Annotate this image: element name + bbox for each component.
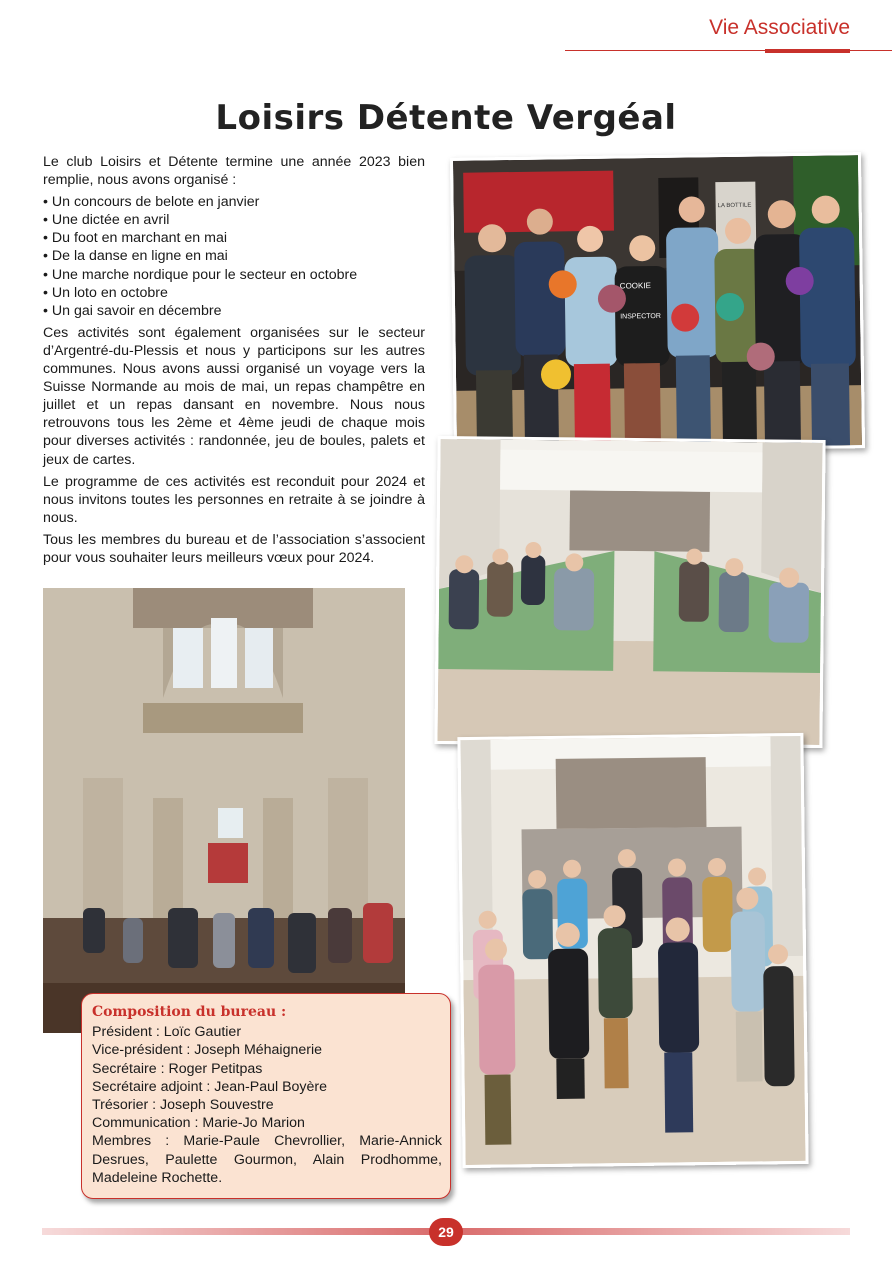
photo-bowling-group — [450, 152, 865, 454]
list-item: • Une dictée en avril — [43, 211, 425, 229]
article-body — [43, 153, 425, 571]
page-number: 29 — [429, 1218, 463, 1246]
list-item: • Un concours de belote en janvier — [43, 193, 425, 211]
bureau-communication: Communication : Marie-Jo Marion — [92, 1115, 305, 1132]
header-rule-accent — [765, 49, 850, 53]
intro-paragraph: Le club Loisirs et Détente termine une année 2023 bien remplie, nous avons organisé : — [43, 154, 425, 189]
bureau-title: Composition du bureau : — [92, 1004, 287, 1020]
list-item: • De la danse en ligne en mai — [43, 247, 425, 265]
photo-church-interior — [43, 588, 405, 1033]
photo-line-dancing — [457, 733, 808, 1168]
shirt-text: INSPECTOR — [620, 312, 661, 321]
bureau-box — [81, 993, 451, 1199]
paragraph: Le programme de ces activités est reconduit pour 2024 et nous invitons toutes les personnes en retraite à se joindre à nous. — [43, 473, 425, 526]
shirt-text: COOKIE — [619, 281, 651, 291]
activity-list — [43, 193, 425, 320]
bureau-president: Président : Loïc Gautier — [92, 1024, 242, 1041]
list-item: • Une marche nordique pour le secteur en octobre — [43, 266, 425, 284]
bureau-tresorier: Trésorier : Joseph Souvestre — [92, 1097, 274, 1114]
paragraph: Ces activités sont également organisées sur le secteur d’Argentré-du-Plessis et nous y participons sur les autres communes. Nous avons aussi organisé un voyage vers la Suisse Normande au mois de mai, un repas champêtre en juillet et un repas dansant en novembre. Nous nous retrouvons tous les 2ème et 4ème jeudi de chaque mois pour diverses activités : randonnée, jeu de boules, palets et jeux de cartes. — [43, 324, 425, 468]
photo-banquet-hall — [434, 436, 825, 748]
list-item: • Un gai savoir en décembre — [43, 302, 425, 320]
bureau-secretaire: Secrétaire : Roger Petitpas — [92, 1060, 263, 1077]
section-title: Vie Associative — [709, 16, 850, 39]
bureau-vice-president: Vice-président : Joseph Méhaignerie — [92, 1042, 323, 1059]
paragraph: Tous les membres du bureau et de l’association s’associent pour vous souhaiter leurs meilleurs vœux pour 2024. — [43, 531, 425, 566]
page-title: Loisirs Détente Vergéal — [215, 98, 677, 138]
banner-text: LA BOTTILE — [717, 202, 752, 210]
list-item: • Du foot en marchant en mai — [43, 229, 425, 247]
bureau-membres: Membres : Marie-Paule Chevrollier, Marie-Annick Desrues, Paulette Gourmon, Alain Prodhomme, Madeleine Rochette. — [92, 1133, 442, 1186]
bureau-secretaire-adjoint: Secrétaire adjoint : Jean-Paul Boyère — [92, 1078, 328, 1095]
list-item: • Un loto en octobre — [43, 284, 425, 302]
